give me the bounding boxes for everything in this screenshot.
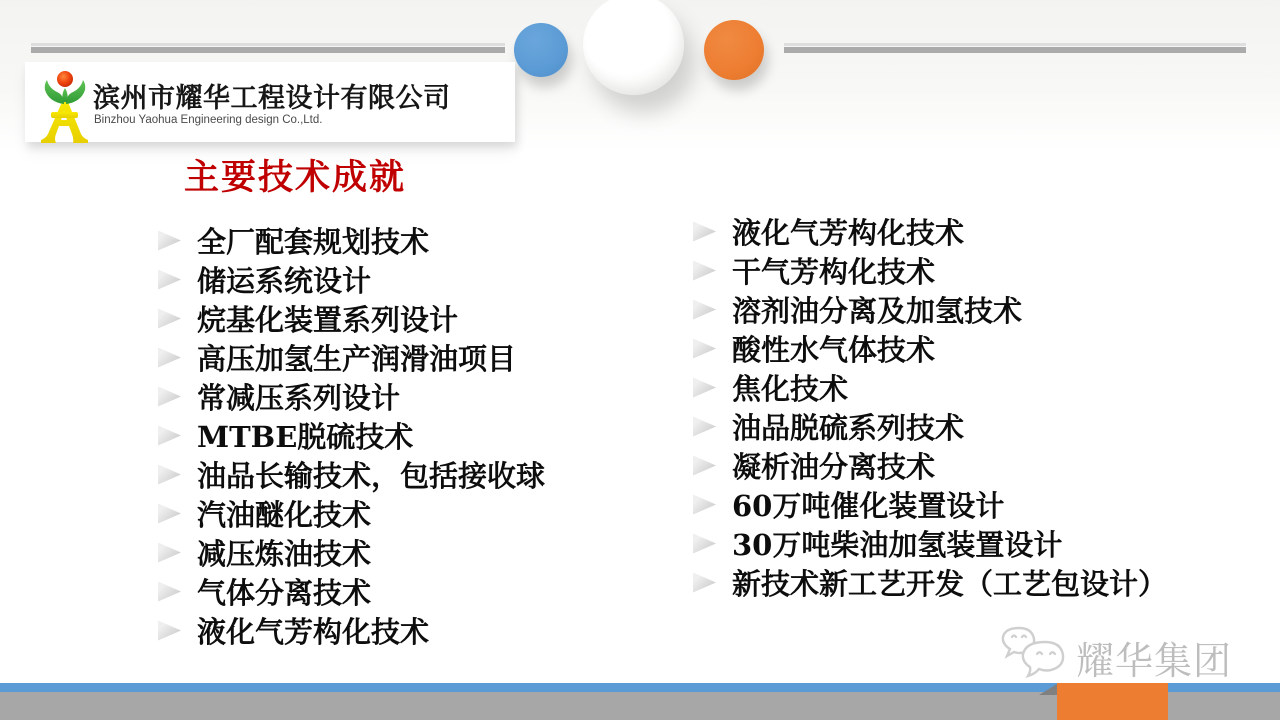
triangle-bullet-icon — [158, 504, 181, 524]
top-divider-right — [784, 47, 1246, 53]
list-item-text: 气体分离技术 — [197, 576, 372, 610]
triangle-bullet-icon — [158, 543, 181, 563]
list-item — [158, 260, 545, 299]
list-item-text: 油品脱硫系列技术 — [732, 411, 965, 445]
top-divider-left-highlight — [31, 43, 505, 46]
list-item — [693, 446, 1167, 485]
column-left — [158, 221, 545, 650]
list-item-text: 汽油醚化技术 — [197, 498, 372, 532]
list-item — [693, 329, 1167, 368]
list-item-text: 酸性水气体技术 — [732, 333, 936, 367]
top-divider-right-highlight — [784, 43, 1246, 46]
triangle-bullet-icon — [693, 339, 716, 359]
triangle-bullet-icon — [693, 300, 716, 320]
top-divider-left — [31, 47, 505, 53]
list-item — [693, 563, 1167, 602]
list-item — [158, 299, 545, 338]
triangle-bullet-icon — [693, 417, 716, 437]
triangle-bullet-icon — [158, 621, 181, 641]
triangle-bullet-icon — [158, 348, 181, 368]
list-item — [158, 416, 545, 455]
list-item-text: 油品长输技术，包括接收球 — [197, 459, 546, 493]
list-item — [693, 407, 1167, 446]
triangle-bullet-icon — [158, 270, 181, 290]
triangle-bullet-icon — [693, 534, 716, 554]
list-item — [158, 455, 545, 494]
decor-circle-blue — [514, 23, 568, 77]
list-item — [158, 221, 545, 260]
list-item — [158, 494, 545, 533]
list-item — [158, 611, 545, 650]
list-item — [693, 251, 1167, 290]
list-item — [158, 377, 545, 416]
list-item — [158, 338, 545, 377]
list-item-text: 60万吨催化装置设计 — [732, 489, 1005, 523]
list-item-text: 储运系统设计 — [197, 264, 372, 298]
triangle-bullet-icon — [693, 378, 716, 398]
list-item-text: 溶剂油分离及加氢技术 — [732, 294, 1023, 328]
list-item-text: 常减压系列设计 — [197, 381, 401, 415]
triangle-bullet-icon — [693, 573, 716, 593]
list-item-text: MTBE脱硫技术 — [197, 420, 414, 454]
decor-circle-orange — [704, 20, 764, 80]
triangle-bullet-icon — [693, 495, 716, 515]
company-logo-icon — [37, 68, 93, 144]
watermark-text: 耀华集团 — [1076, 639, 1233, 683]
page-title: 主要技术成就 — [184, 157, 407, 198]
list-item — [693, 485, 1167, 524]
triangle-bullet-icon — [158, 231, 181, 251]
list-item-text: 液化气芳构化技术 — [732, 216, 965, 250]
triangle-bullet-icon — [158, 309, 181, 329]
triangle-bullet-icon — [693, 456, 716, 476]
list-item-text: 干气芳构化技术 — [732, 255, 936, 289]
list-item-text: 高压加氢生产润滑油项目 — [197, 342, 517, 376]
column-right — [693, 212, 1167, 602]
list-item — [693, 212, 1167, 251]
triangle-bullet-icon — [158, 387, 181, 407]
company-logo-card — [25, 62, 515, 142]
list-item — [693, 524, 1167, 563]
list-item — [158, 533, 545, 572]
watermark — [998, 624, 1232, 690]
triangle-bullet-icon — [693, 261, 716, 281]
decor-circle-white — [583, 0, 684, 95]
list-item — [693, 290, 1167, 329]
list-item-text: 新技术新工艺开发（工艺包设计） — [732, 567, 1168, 601]
list-item-text: 焦化技术 — [732, 372, 849, 406]
list-item-text: 全厂配套规划技术 — [197, 225, 430, 259]
list-item-text: 30万吨柴油加氢装置设计 — [732, 528, 1063, 562]
company-name-en: Binzhou Yaohua Engineering design Co.,Ltd. — [94, 114, 323, 126]
triangle-bullet-icon — [158, 426, 181, 446]
list-item — [693, 368, 1167, 407]
triangle-bullet-icon — [693, 222, 716, 242]
list-item-text: 凝析油分离技术 — [732, 450, 936, 484]
list-item — [158, 572, 545, 611]
wechat-icon — [998, 624, 1074, 690]
list-item-text: 烷基化装置系列设计 — [197, 303, 459, 337]
list-item-text: 液化气芳构化技术 — [197, 615, 430, 649]
list-item-text: 减压炼油技术 — [197, 537, 372, 571]
triangle-bullet-icon — [158, 582, 181, 602]
company-name-cn: 滨州市耀华工程设计有限公司 — [93, 83, 451, 113]
triangle-bullet-icon — [158, 465, 181, 485]
